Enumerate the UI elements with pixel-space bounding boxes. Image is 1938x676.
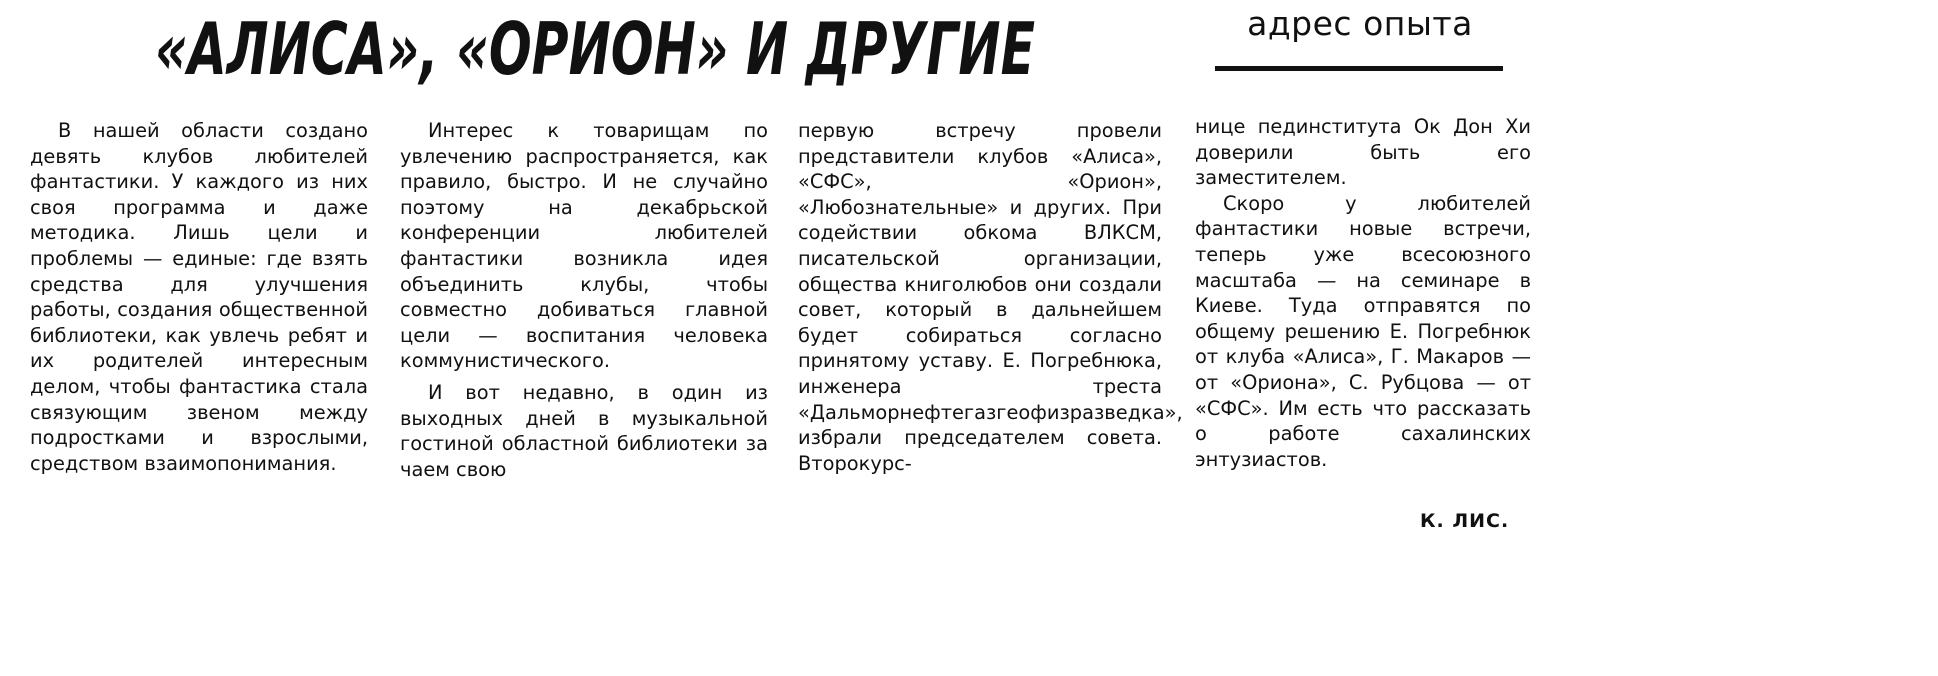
article-column-2 [400,118,768,482]
article-column-3 [798,118,1183,476]
rubric-underline [1215,66,1503,71]
article-column-4 [1195,114,1531,472]
paragraph: Интерес к товарищам по увлечению распространяется, как правило, быстро. И не случайно поэтому на декабрьской конференции любителей фантастики возникла идея объединить клубы, чтобы совместно добиваться главной цели — воспитания человека коммунистического. [400,119,768,373]
paragraph: И вот недавно, в один из выходных дней в музыкальной гостиной областной библиотеки за чаем свою [400,380,768,481]
paragraph: первую встречу провели представители клубов «Алиса», «СФС», «Орион», «Любознательные» и других. При содействии обкома ВЛКСМ, писательской организации, общества книголюбов они создали совет, который в дальнейшем будет собираться согласно принятому уставу. Е. Погребнюка, инженера треста «Дальморнефтегазгеофизразведка», избрали председателем совета. Второкурс- [798,119,1183,475]
headline [145,8,1045,94]
paragraph: Скоро у любителей фантастики новые встречи, теперь уже всесоюзного масштаба — на семинаре в Киеве. Туда отправятся по общему решению Е. Погребнюк от клуба «Алиса», Г. Макаров — от «Ориона», С. Рубцова — от «СФС». Им есть что рассказать о работе сахалинских энтузиастов. [1195,191,1531,471]
article-column-1 [30,118,368,476]
paragraph: нице пединститута Ок Дон Хи доверили быть его заместителем. [1195,115,1531,190]
paragraph: В нашей области создано девять клубов любителей фантастики. У каждого из них своя программа и даже методика. Лишь цели и проблемы — единые: где взять средства для улучшения работы, создания общественной библиотеки, как увлечь ребят и их родителей интересным делом, чтобы фантастика стала связующим звеном между подростками и взрослыми, средством взаимопонимания. [30,119,368,475]
section-rubric [1205,4,1515,74]
rubric-label: адрес опыта [1247,4,1473,43]
headline-text: «АЛИСА», «ОРИОН» И ДРУГИЕ [155,8,1035,91]
author-signature: К. ЛИС. [1420,510,1510,532]
